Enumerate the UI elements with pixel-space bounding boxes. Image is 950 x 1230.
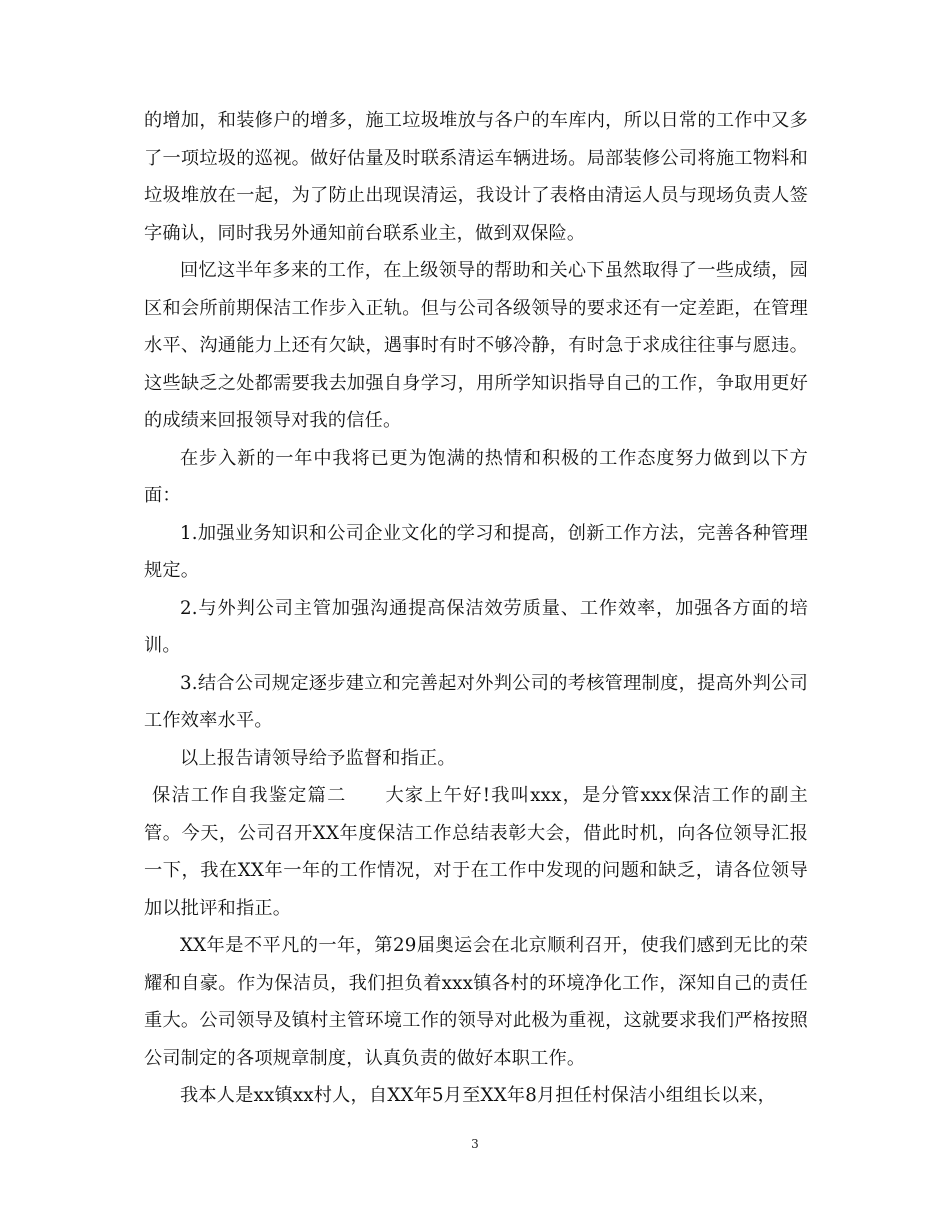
list-item-3: 3.结合公司规定逐步建立和完善起对外判公司的考核管理制度，提高外判公司工作效率水平。 <box>144 672 808 731</box>
paragraph-self-intro: 我本人是xx镇xx村人，自XX年5月至XX年8月担任村保洁小组组长以来， <box>180 1085 777 1106</box>
page-number: 3 <box>471 1137 479 1151</box>
paragraph-1: 的增加，和装修户的增多，施工垃圾堆放与各户的车库内，所以日常的工作中又多了一项垃圾的巡视。做好估量及时联系清运车辆进场。局部装修公司将施工物料和垃圾堆放在一起，为了防止出现误清运，我设计了表格由清运人员与现场负责人签字确认，同时我另外通知前台联系业主，做到双保险。 <box>144 110 808 244</box>
paragraph-olympics: XX年是不平凡的一年，第29届奥运会在北京顺利召开，使我们感到无比的荣耀和自豪。作为保洁员，我们担负着xxx镇各村的环境净化工作，深知自己的责任重大。公司领导及镇村主管环境工作的领导对此极为重视，这就要求我们严格按照公司制定的各项规章制度，认真负责的做好本职工作。 <box>144 935 808 1069</box>
paragraph-closing: 以上报告请领导给予监督和指正。 <box>180 747 456 769</box>
list-item-1: 1.加强业务知识和公司企业文化的学习和提高，创新工作方法，完善各种管理规定。 <box>144 522 808 581</box>
section-two-intro: 保洁工作自我鉴定篇二 大家上午好!我叫xxx，是分管xxx保洁工作的副主管。今天，公司召开XX年度保洁工作总结表彰大会，借此时机，向各位领导汇报一下，我在XX年一年的工作情况，对于在工作中发现的问题和缺乏，请各位领导加以批评和指正。 <box>144 785 808 919</box>
paragraph-2: 回忆这半年多来的工作，在上级领导的帮助和关心下虽然取得了一些成绩，园区和会所前期保洁工作步入正轨。但与公司各级领导的要求还有一定差距，在管理水平、沟通能力上还有欠缺，遇事时有时不够冷静，有时急于求成往往事与愿违。这些缺乏之处都需要我去加强自身学习，用所学知识指导自己的工作，争取用更好的成绩来回报领导对我的信任。 <box>144 260 808 431</box>
list-item-2: 2.与外判公司主管加强沟通提高保洁效劳质量、工作效率，加强各方面的培训。 <box>144 597 808 656</box>
paragraph-3: 在步入新的一年中我将已更为饱满的热情和积极的工作态度努力做到以下方面： <box>144 447 808 506</box>
document-body <box>144 102 808 1115</box>
